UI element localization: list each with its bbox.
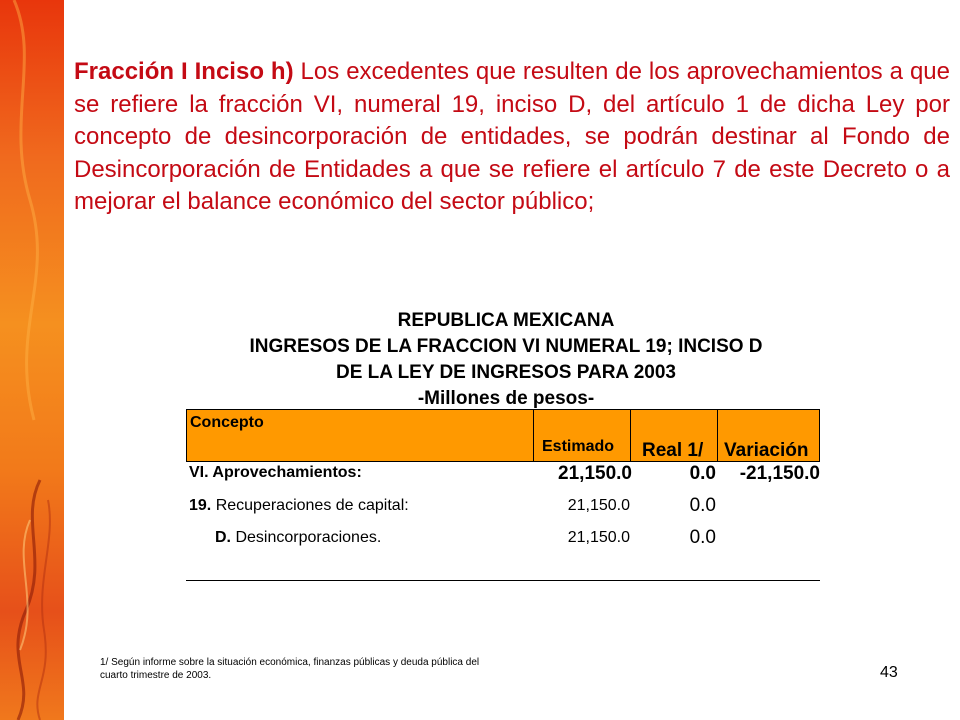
row-label-prefix: 19. (189, 497, 212, 514)
table-row (186, 494, 826, 524)
column-divider (533, 410, 534, 461)
table-row (186, 526, 826, 556)
flame-swirl-decoration (0, 0, 64, 720)
paragraph-body: Los excedentes que resulten de los aprovechamientos a que se refiere la fracción VI, numeral 19, inciso D, del artículo 1 de dicha Ley por concepto de desincorporación de entidades, se podrán destinar al Fondo de Desincorporación de Entidades a que se refiere el artículo 7 de este Decreto o a mejorar el balance económico del sector público; (74, 58, 950, 215)
row-label (189, 497, 409, 515)
table-header (186, 409, 820, 462)
table-title-line: INGRESOS DE LA FRACCION VI NUMERAL 19; INCISO D (249, 336, 763, 357)
table-row (186, 461, 826, 491)
row-real: 0.0 (689, 527, 716, 548)
row-label (215, 529, 381, 547)
header-variacion: Variación (724, 440, 809, 461)
decorative-side-band (0, 0, 64, 720)
table-title-line: -Millones de pesos- (417, 388, 595, 409)
table-title (186, 308, 826, 412)
table-title-line: DE LA LEY DE INGRESOS PARA 2003 (336, 362, 676, 383)
paragraph-lead: Fracción I Inciso h) (74, 58, 294, 85)
column-divider (717, 410, 718, 461)
row-real: 0.0 (689, 495, 716, 516)
column-divider (630, 410, 631, 461)
table-title-line: REPUBLICA MEXICANA (397, 310, 615, 331)
row-estimado: 21,150.0 (567, 497, 630, 514)
row-label-prefix: D. (215, 529, 231, 546)
header-concepto: Concepto (190, 414, 264, 431)
row-real: 0.0 (689, 463, 716, 484)
row-label-text: Recuperaciones de capital: (211, 497, 409, 514)
header-estimado: Estimado (542, 438, 615, 455)
footnote-line: cuarto trimestre de 2003. (100, 670, 212, 681)
footnote (100, 656, 479, 682)
row-label: VI. Aprovechamientos: (189, 464, 362, 481)
table-bottom-rule (186, 580, 820, 581)
header-real: Real 1/ (642, 440, 704, 461)
row-estimado: 21,150.0 (567, 529, 630, 546)
row-variacion: -21,150.0 (739, 463, 820, 484)
footnote-line: 1/ Según informe sobre la situación económica, finanzas públicas y deuda pública del (100, 657, 480, 668)
row-estimado: 21,150.0 (558, 463, 632, 484)
row-label-text: Desincorporaciones. (231, 529, 382, 546)
main-paragraph (74, 56, 950, 219)
page-number: 43 (880, 664, 898, 681)
